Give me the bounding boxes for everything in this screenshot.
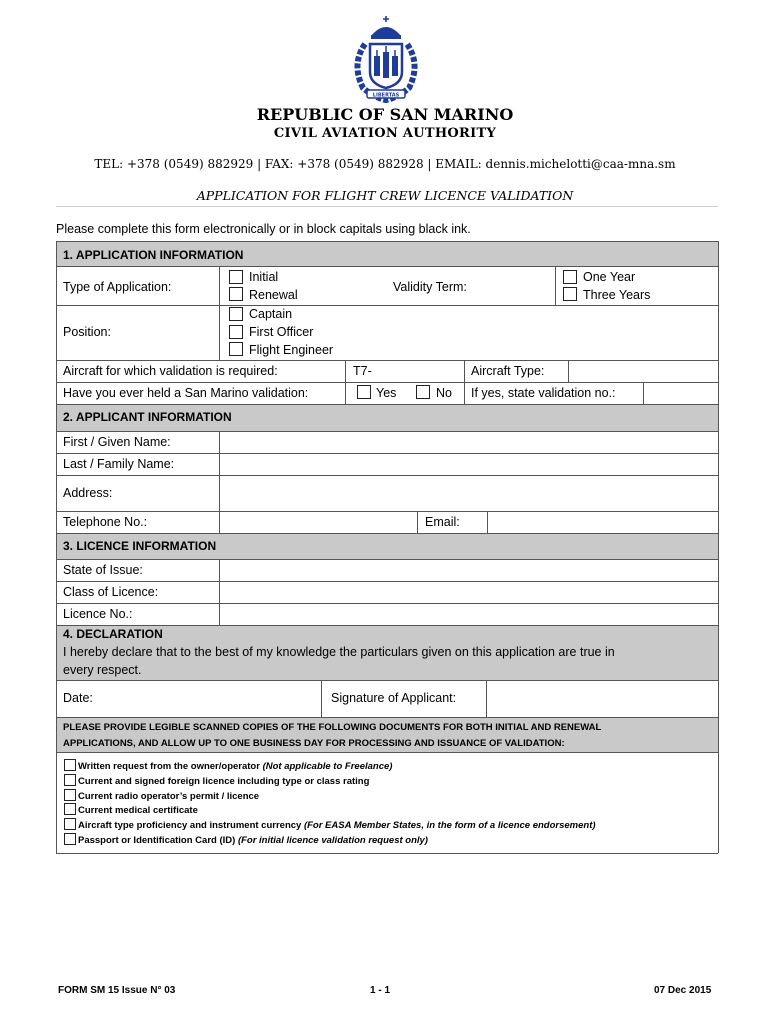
type-of-application-label: Type of Application: — [63, 280, 172, 294]
title-divider — [56, 206, 718, 207]
document-checkbox[interactable] — [64, 789, 76, 801]
first-officer-label: First Officer — [249, 325, 314, 339]
validity-term-label: Validity Term: — [393, 280, 467, 294]
signature-label: Signature of Applicant: — [331, 691, 457, 705]
document-checkbox[interactable] — [64, 803, 76, 815]
initial-label: Initial — [249, 270, 279, 284]
first-name-label: First / Given Name: — [63, 435, 171, 449]
form-identifier: FORM SM 15 Issue N° 03 — [58, 985, 176, 996]
section1-heading: 1. APPLICATION INFORMATION — [63, 248, 244, 262]
licence-number-field[interactable] — [220, 604, 717, 625]
declaration-text-line2: every respect. — [63, 663, 142, 677]
contact-line: TEL: +378 (0549) 882929 | FAX: +378 (0549) 882928 | EMAIL: dennis.michelotti@caa-mna.sm — [94, 157, 676, 171]
documents-notice-line1: PLEASE PROVIDE LEGIBLE SCANNED COPIES OF THE FOLLOWING DOCUMENTS FOR BOTH INITIAL AND RENEWAL — [63, 722, 602, 733]
document-checkbox[interactable] — [64, 818, 76, 830]
validation-number-label: If yes, state validation no.: — [471, 386, 616, 400]
page-subtitle: CIVIL AVIATION AUTHORITY — [273, 126, 497, 141]
form-title: APPLICATION FOR FLIGHT CREW LICENCE VALIDATION — [196, 188, 574, 203]
initial-checkbox[interactable] — [229, 270, 243, 284]
document-checkbox[interactable] — [64, 759, 76, 771]
last-name-field[interactable] — [220, 454, 717, 475]
email-label: Email: — [425, 515, 460, 529]
one-year-label: One Year — [583, 270, 636, 284]
document-label: Current radio operator’s permit / licence — [78, 791, 260, 802]
document-note: (Not applicable to Freelance) — [262, 761, 393, 772]
captain-checkbox[interactable] — [229, 307, 243, 321]
document-label: Passport or Identification Card (ID) — [78, 835, 238, 846]
state-of-issue-field[interactable] — [220, 560, 717, 581]
three-years-checkbox[interactable] — [563, 287, 577, 301]
issue-date: 07 Dec 2015 — [654, 985, 712, 996]
documents-notice-line2: APPLICATIONS, AND ALLOW UP TO ONE BUSINESS DAY FOR PROCESSING AND ISSUANCE OF VALIDATION: — [63, 738, 565, 749]
yes-label: Yes — [376, 386, 397, 400]
aircraft-validation-label: Aircraft for which validation is required: — [63, 364, 278, 378]
list-item — [64, 774, 369, 788]
aircraft-registration-prefix[interactable]: T7- — [353, 364, 372, 378]
document-note: (For initial licence validation request only) — [237, 835, 428, 846]
emblem-motto: LIBERTAS — [372, 92, 400, 99]
aircraft-type-field[interactable] — [569, 361, 717, 382]
instruction-text: Please complete this form electronically or in block capitals using black ink. — [56, 222, 471, 236]
san-marino-emblem — [345, 14, 427, 106]
no-checkbox[interactable] — [416, 385, 430, 399]
one-year-checkbox[interactable] — [563, 270, 577, 284]
document-checkbox[interactable] — [64, 774, 76, 786]
telephone-label: Telephone No.: — [63, 515, 148, 529]
state-of-issue-label: State of Issue: — [63, 563, 143, 577]
address-label: Address: — [63, 486, 113, 500]
declaration-text-line1: I hereby declare that to the best of my knowledge the particulars given on this application are true in — [63, 645, 615, 659]
position-label: Position: — [63, 325, 111, 339]
document-label: Current medical certificate — [78, 805, 198, 816]
date-field[interactable] — [110, 681, 320, 717]
list-item — [64, 759, 392, 773]
licence-number-label: Licence No.: — [63, 607, 133, 621]
flight-engineer-checkbox[interactable] — [229, 342, 243, 356]
telephone-field[interactable] — [220, 512, 417, 533]
list-item — [64, 818, 596, 832]
validation-number-field[interactable] — [644, 383, 717, 404]
document-checkbox[interactable] — [64, 833, 76, 845]
document-label: Aircraft type proficiency and instrument currency — [78, 820, 304, 831]
section2-heading: 2. APPLICANT INFORMATION — [63, 410, 232, 424]
aircraft-type-label: Aircraft Type: — [471, 364, 545, 378]
signature-field[interactable] — [487, 681, 717, 717]
section3-heading: 3. LICENCE INFORMATION — [63, 539, 217, 553]
date-label: Date: — [63, 691, 93, 705]
three-years-label: Three Years — [583, 288, 651, 302]
email-field[interactable] — [488, 512, 717, 533]
renewal-checkbox[interactable] — [229, 287, 243, 301]
held-validation-label: Have you ever held a San Marino validation: — [63, 386, 309, 400]
section4-heading: 4. DECLARATION — [63, 627, 163, 641]
document-note: (For EASA Member States, in the form of a licence endorsement) — [303, 820, 596, 831]
class-of-licence-label: Class of Licence: — [63, 585, 159, 599]
class-of-licence-field[interactable] — [220, 582, 717, 603]
captain-label: Captain — [249, 307, 293, 321]
page-number: 1 - 1 — [370, 985, 391, 996]
no-label: No — [436, 386, 452, 400]
yes-checkbox[interactable] — [357, 385, 371, 399]
address-field[interactable] — [220, 476, 717, 511]
first-officer-checkbox[interactable] — [229, 325, 243, 339]
document-label: Current and signed foreign licence including type or class rating — [78, 776, 370, 787]
list-item — [64, 833, 428, 847]
first-name-field[interactable] — [220, 432, 717, 453]
list-item — [64, 803, 198, 817]
list-item — [64, 789, 259, 803]
document-label: Written request from the owner/operator — [78, 761, 263, 772]
flight-engineer-label: Flight Engineer — [249, 343, 334, 357]
renewal-label: Renewal — [249, 288, 298, 302]
page-title: REPUBLIC OF SAN MARINO — [256, 105, 514, 124]
last-name-label: Last / Family Name: — [63, 457, 175, 471]
